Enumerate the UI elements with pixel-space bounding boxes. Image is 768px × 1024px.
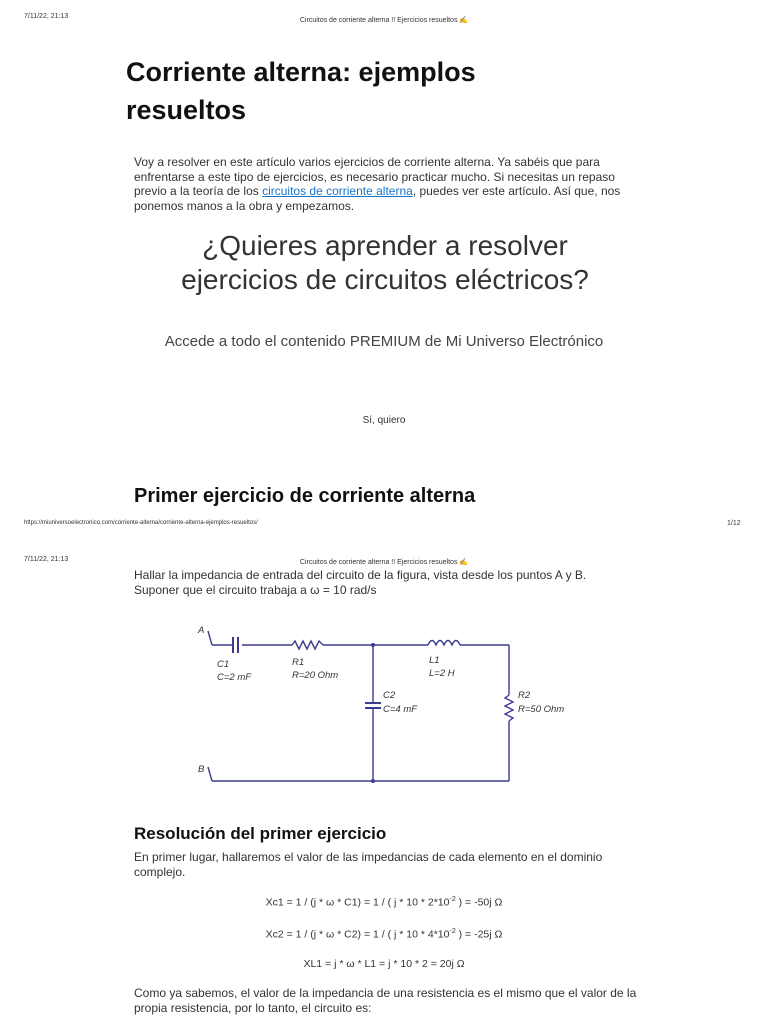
r1-resistor <box>292 641 323 649</box>
terminal-a-stub <box>208 631 212 645</box>
equation-xc1-lhs: Xc1 = 1 / (j * ω * C1) = 1 / ( j * 10 * 2*10 <box>265 896 450 909</box>
node-top <box>371 643 375 647</box>
l1-value: L=2 H <box>429 668 455 679</box>
c2-value: C=4 mF <box>383 704 418 715</box>
equation-xc2 <box>0 928 768 941</box>
c2-name: C2 <box>383 690 396 701</box>
terminal-b-stub <box>208 767 212 781</box>
print-datetime: 7/11/22, 21:13 <box>24 13 69 20</box>
print-url: https://miuniversoelectronico.com/corriente-alterna/corriente-alterna-ejemplos-resueltos/ <box>24 520 258 526</box>
l1-name: L1 <box>429 655 440 666</box>
closing-paragraph: Como ya sabemos, el valor de la impedancia de una resistencia es el mismo que el valor de la propia resistencia, por lo tanto, el circuito es: <box>134 986 637 1015</box>
circuit-diagram <box>195 615 585 795</box>
resolution-title: Resolución del primer ejercicio <box>134 824 387 843</box>
intro-text-end: , puedes ver este artículo. Así que, nos ponemos manos a la obra y empezamos. <box>134 184 621 213</box>
r2-resistor <box>505 695 513 721</box>
node-bottom <box>371 779 375 783</box>
r2-value: R=50 Ohm <box>518 704 565 715</box>
page-number: 1/12 <box>727 520 741 527</box>
problem-statement: Hallar la impedancia de entrada del circuito de la figura, vista desde los puntos A y B. Suponer que el circuito trabaja a ω = 10 rad/s <box>134 568 587 597</box>
r2-name: R2 <box>518 690 531 701</box>
circuitos-link[interactable]: circuitos de corriente alterna <box>262 184 413 198</box>
r1-value: R=20 Ohm <box>292 670 339 681</box>
section-title-first-exercise: Primer ejercicio de corriente alterna <box>134 485 476 507</box>
terminal-b-label: B <box>198 764 205 775</box>
resolution-intro: En primer lugar, hallaremos el valor de las impedancias de cada elemento en el dominio complejo. <box>134 850 603 879</box>
print-title-2: Circuitos de corriente alterna !! Ejercicios resueltos ✍ <box>299 559 469 566</box>
page-title: Corriente alterna: ejemplos resueltos <box>126 57 476 125</box>
promo-subtext: Accede a todo el contenido PREMIUM de Mi Universo Electrónico <box>164 333 604 350</box>
equation-xc1 <box>0 896 768 909</box>
equation-xc2-lhs: Xc2 = 1 / (j * ω * C2) = 1 / ( j * 10 * 4*10 <box>265 928 450 941</box>
equation-xl1: XL1 = j * ω * L1 = j * 10 * 2 = 20j Ω <box>303 958 465 970</box>
c1-name: C1 <box>217 659 230 670</box>
l1-inductor <box>428 641 460 646</box>
print-title: Circuitos de corriente alterna !! Ejercicios resueltos ✍ <box>299 17 469 24</box>
equation-xc2-rhs: ) = -25j Ω <box>455 928 503 941</box>
equation-xc1-rhs: ) = -50j Ω <box>455 896 503 909</box>
premium-cta-button[interactable]: Sí, quiero <box>362 415 406 426</box>
r1-name: R1 <box>292 657 305 668</box>
equation-xc1-exp: -2 <box>449 896 456 903</box>
terminal-a-label: A <box>198 625 205 636</box>
intro-text-start: Voy a resolver en este artículo varios ejercicios de corriente alterna. Ya sabéis que para enfrentarse a este tipo de ejercicios, es necesario practicar mucho. Si necesitas un repaso previo a la teoría de los <box>134 155 615 198</box>
c1-value: C=2 mF <box>217 672 252 683</box>
promo-headline: ¿Quieres aprender a resolver ejercicios de circuitos eléctricos? <box>181 230 589 295</box>
equation-xc2-exp: -2 <box>449 928 456 935</box>
print-datetime-2: 7/11/22, 21:13 <box>24 556 69 563</box>
intro-paragraph <box>134 155 634 213</box>
